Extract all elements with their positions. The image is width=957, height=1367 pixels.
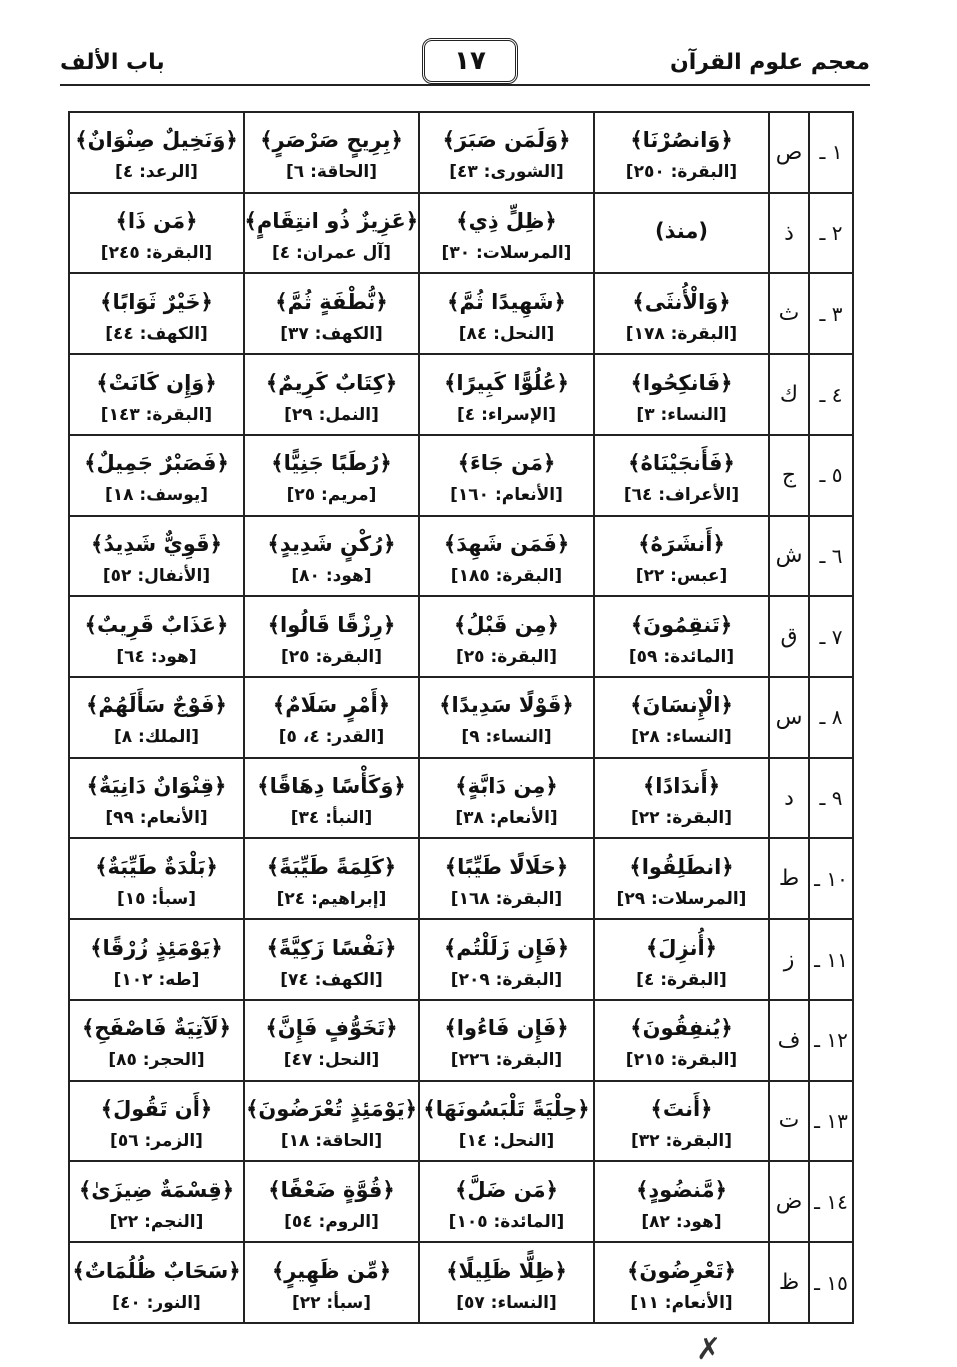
verse-reference: [الأعراف: ٦٤]	[623, 485, 740, 506]
chapter-title: باب الألف	[60, 50, 165, 75]
verse-text: ﴿مِن قَبْلُ﴾	[454, 612, 559, 637]
verse-text: ﴿وَنَخِيلٌ صِنْوَانٌ﴾	[75, 128, 238, 153]
example-cell	[594, 1242, 769, 1323]
example-cell	[594, 838, 769, 919]
example-cell	[244, 838, 419, 919]
example-cell	[244, 354, 419, 435]
verse-text: ﴿فَمَن شَهِدَ﴾	[443, 531, 570, 556]
verse-reference: [البقرة: ١٦٨]	[450, 888, 563, 909]
verse-reference: [الأنعام: ١٦٠]	[450, 485, 563, 506]
verse-reference: [البقرة: ٢٥]	[280, 646, 383, 667]
example-cell	[69, 919, 244, 1000]
verse-reference: [المرسلات: ٣٠]	[441, 243, 572, 264]
verse-text: ﴿تَخَوُّفٍ فَإِنَّ﴾	[265, 1016, 398, 1041]
verse-text: ﴿تَعْرِضُونَ﴾	[627, 1258, 736, 1283]
example-cell	[69, 838, 244, 919]
verse-text: ﴿أَنتَ﴾	[650, 1096, 713, 1121]
table-row	[69, 596, 853, 677]
verse-text: ﴿وَالْأُنثَى﴾	[632, 289, 731, 314]
verse-text: ﴿أَن تَقُولَ﴾	[100, 1096, 213, 1121]
example-cell	[419, 1000, 594, 1081]
verse-reference: [البقرة: ٢٥٠]	[625, 162, 738, 183]
example-cell	[419, 838, 594, 919]
verse-reference: [الحاقة: ١٨]	[280, 1130, 383, 1151]
row-number: ٦ ـ	[809, 516, 853, 597]
example-cell	[419, 596, 594, 677]
verse-reference: [عبس: ٢٢]	[635, 565, 728, 586]
row-letter: ق	[769, 596, 809, 677]
example-cell	[244, 677, 419, 758]
verse-text: ﴿نَفْسًا زَكِيَّةً﴾	[266, 935, 397, 960]
table-row	[69, 838, 853, 919]
example-cell	[69, 1000, 244, 1081]
verse-text: ﴿وَانصُرْنَا﴾	[630, 128, 733, 153]
verse-reference: [الروم: ٥٤]	[284, 1211, 379, 1232]
verse-reference: [النساء: ٣]	[636, 404, 727, 425]
example-cell	[419, 354, 594, 435]
verse-reference: [النجم: ٢٢]	[109, 1211, 204, 1232]
row-number: ٥ ـ	[809, 435, 853, 516]
row-number: ١٢ ـ	[809, 1000, 853, 1081]
example-cell	[69, 112, 244, 193]
verse-reference: [الرعد: ٤]	[115, 162, 198, 183]
verse-reference: [طه: ١٠٢]	[113, 969, 200, 990]
verse-reference: [مريم: ٢٥]	[286, 485, 377, 506]
verse-reference: [الحجر: ٨٥]	[108, 1050, 205, 1071]
example-cell	[594, 1161, 769, 1242]
verse-text: ﴿قَوِيٌّ شَدِيدُ﴾	[91, 531, 222, 556]
verse-reference: [الأنعام: ٣٨]	[455, 808, 558, 829]
row-letter: ت	[769, 1081, 809, 1162]
table-row	[69, 516, 853, 597]
verse-text: ﴿فَانكِحُوا﴾	[630, 370, 733, 395]
example-cell	[244, 435, 419, 516]
example-cell	[419, 1081, 594, 1162]
table-row	[69, 677, 853, 758]
row-letter: ش	[769, 516, 809, 597]
example-cell	[594, 193, 769, 274]
example-cell	[419, 677, 594, 758]
example-cell	[594, 1081, 769, 1162]
verse-text: ﴿نُّطْفَةٍ ثُمَّ﴾	[275, 289, 388, 314]
verse-text: ﴿سَحَابٌ ظُلُمَاتٌ﴾	[72, 1258, 241, 1283]
verse-text: ﴿بَلْدَةٌ طَيِّبَةٌ﴾	[95, 854, 218, 879]
row-number: ٤ ـ	[809, 354, 853, 435]
verse-reference: [البقرة: ٤]	[636, 969, 727, 990]
verse-text: ﴿حَلَالًا طَيِّبًا﴾	[444, 854, 569, 879]
verse-text: ﴿عَذَابٌ قَرِيبٌ﴾	[84, 612, 229, 637]
verse-reference: [البقرة: ١٨٥]	[450, 565, 563, 586]
verse-text: ﴿قُوَّةٍ ضَعْفًا﴾	[268, 1177, 395, 1202]
example-cell	[69, 273, 244, 354]
example-cell	[244, 596, 419, 677]
verse-reference: [النحل: ١٤]	[458, 1130, 555, 1151]
table-row	[69, 758, 853, 839]
verse-reference: [الكهف: ٣٧]	[280, 323, 383, 344]
verse-reference: [النحل: ٨٤]	[458, 323, 555, 344]
example-cell	[244, 1081, 419, 1162]
verse-text: ﴿مَن ذَا﴾	[115, 209, 198, 234]
row-letter: ج	[769, 435, 809, 516]
row-letter: ص	[769, 112, 809, 193]
verse-text: ﴿قِسْمَةٌ ضِيزَىٰ﴾	[78, 1177, 235, 1202]
verse-text: ﴿فَأَنجَيْنَاهُ﴾	[628, 451, 735, 476]
verse-reference: [المرسلات: ٢٩]	[616, 888, 747, 909]
example-cell	[419, 919, 594, 1000]
example-cell	[419, 112, 594, 193]
example-cell	[594, 1000, 769, 1081]
table-row	[69, 435, 853, 516]
verse-text: ﴿تَنقِمُونَ﴾	[630, 612, 733, 637]
example-cell	[244, 758, 419, 839]
verse-text: ﴿رُكْنٍ شَدِيدٍ﴾	[267, 531, 396, 556]
verse-text: ﴿رُطَبًا جَنِيًّا﴾	[271, 451, 392, 476]
table-row	[69, 1161, 853, 1242]
verse-reference: [هود: ٨٢]	[641, 1211, 722, 1232]
verse-reference: [الأنفال: ٥٢]	[102, 565, 211, 586]
example-cell	[594, 919, 769, 1000]
book-title: معجم علوم القرآن	[669, 50, 870, 75]
verse-reference: [الأنعام: ١١]	[630, 1292, 733, 1313]
verse-text: ﴿قِنْوَانٌ دَانِيَةٌ﴾	[86, 774, 227, 799]
verse-text: ﴿مَن ضَلَّ﴾	[455, 1177, 558, 1202]
verse-text: ﴿قَوْلًا سَدِيدًا﴾	[439, 693, 574, 718]
table-row	[69, 1081, 853, 1162]
verse-text: ﴿فَإِن زَلَلْتُم﴾	[443, 935, 570, 960]
verse-reference: [الزمر: ٥٦]	[110, 1130, 203, 1151]
example-cell	[594, 273, 769, 354]
example-cell	[69, 1161, 244, 1242]
verse-text: ﴿يُنفِقُونَ﴾	[630, 1016, 733, 1041]
verse-reference: [المائدة: ١٠٥]	[448, 1211, 565, 1232]
verse-text: ﴿أَمْرٍ سَلَامٌ﴾	[272, 693, 391, 718]
verse-text: ﴿أُنزِلَ﴾	[646, 935, 717, 960]
example-cell	[419, 435, 594, 516]
verse-reference: [البقرة: ٢٢]	[630, 808, 733, 829]
row-number: ١ ـ	[809, 112, 853, 193]
verse-reference: [يوسف: ١٨]	[104, 485, 209, 506]
verse-text: ﴿مَن جَاءَ﴾	[457, 451, 556, 476]
example-cell	[69, 193, 244, 274]
verse-text: ﴿رِزْقًا قَالُوا﴾	[267, 612, 396, 637]
handwritten-mark: ✗	[696, 1332, 722, 1367]
verse-text: ﴿عُلُوًّا كَبِيرًا﴾	[444, 370, 569, 395]
verse-reference: [إبراهيم: ٢٤]	[276, 888, 387, 909]
example-cell	[594, 596, 769, 677]
verse-text: ﴿حِلْيَةً تَلْبَسُونَهَا﴾	[423, 1096, 590, 1121]
verse-text: ﴿كَلِمَةً طَيِّبَةً﴾	[266, 854, 397, 879]
verse-reference: [سبأ: ٢٢]	[291, 1292, 372, 1313]
row-number: ١٥ ـ	[809, 1242, 853, 1323]
example-cell	[594, 677, 769, 758]
verse-text: ﴿ظِلٍّ ذِي﴾	[456, 209, 557, 234]
verse-text: ﴿ظِلًّا ظَلِيلًا﴾	[446, 1258, 567, 1283]
verse-text: ﴿يَوْمَئِذٍ تُعْرَضُونَ﴾	[246, 1096, 417, 1121]
verse-text: ﴿بِرِيحٍ صَرْصَرٍ﴾	[260, 128, 403, 153]
row-letter: ث	[769, 273, 809, 354]
row-letter: ض	[769, 1161, 809, 1242]
row-number: ١١ ـ	[809, 919, 853, 1000]
row-letter: ز	[769, 919, 809, 1000]
verse-reference: [النحل: ٤٧]	[283, 1050, 380, 1071]
verse-text: ﴿وَإِن كَانَتْ﴾	[96, 370, 217, 395]
verse-text: ﴿أَنشَرَهُ﴾	[638, 531, 725, 556]
verse-reference: [آل عمران: ٤]	[271, 243, 392, 264]
verse-reference: [الأنعام: ٩٩]	[105, 808, 208, 829]
verse-reference: [الحاقة: ٦]	[286, 162, 377, 183]
verse-reference: [البقرة: ٢٠٩]	[450, 969, 563, 990]
example-cell	[69, 1081, 244, 1162]
row-letter: د	[769, 758, 809, 839]
example-cell	[419, 758, 594, 839]
example-cell	[419, 1161, 594, 1242]
row-number: ١٤ ـ	[809, 1161, 853, 1242]
verse-reference: [البقرة: ٢٢٦]	[450, 1050, 563, 1071]
example-cell	[419, 273, 594, 354]
example-cell	[244, 112, 419, 193]
verse-reference: [النبأ: ٣٤]	[290, 808, 373, 829]
verse-text: ﴿عَزِيزٌ ذُو انتِقَامٍ﴾	[244, 209, 418, 234]
row-number: ٣ ـ	[809, 273, 853, 354]
verse-text: ﴿فَوْجٌ سَأَلَهُمْ﴾	[86, 693, 227, 718]
table-body	[69, 112, 853, 1323]
verse-text: ﴿مِن دَابَّةٍ﴾	[455, 774, 558, 799]
row-letter: ك	[769, 354, 809, 435]
row-number: ٩ ـ	[809, 758, 853, 839]
example-cell	[244, 1000, 419, 1081]
example-cell	[69, 677, 244, 758]
example-cell	[69, 516, 244, 597]
example-cell	[69, 596, 244, 677]
verse-reference: [البقرة: ٢٤٥]	[100, 243, 213, 264]
verse-text: ﴿كِتَابٌ كَرِيمٌ﴾	[265, 370, 398, 395]
example-cell	[69, 758, 244, 839]
row-letter: ذ	[769, 193, 809, 274]
verse-text: ﴿فَإِن فَاءُوا﴾	[444, 1016, 569, 1041]
verse-text: ﴿أَندَادًا﴾	[643, 774, 720, 799]
verse-text: ﴿شَهِيدًا ثُمَّ﴾	[447, 289, 566, 314]
table-row	[69, 273, 853, 354]
verse-reference: [البقرة: ٢٥]	[455, 646, 558, 667]
example-cell	[419, 516, 594, 597]
verse-reference: [القدر: ٤، ٥]	[278, 727, 385, 748]
example-cell	[69, 435, 244, 516]
verse-reference: [البقرة: ١٤٣]	[100, 404, 213, 425]
letters-table	[68, 111, 854, 1324]
verse-text: ﴿مِّن ظَهِيرٍ﴾	[271, 1258, 392, 1283]
verse-reference: [هود: ٦٤]	[116, 646, 197, 667]
verse-reference: [البقرة: ٣٢]	[630, 1130, 733, 1151]
verse-text: ﴿الْإِنسَانَ﴾	[630, 693, 733, 718]
verse-text: ﴿مَّنضُودٍ﴾	[636, 1177, 727, 1202]
table-row	[69, 354, 853, 435]
verse-reference: [النساء: ٩]	[461, 727, 552, 748]
row-number: ٢ ـ	[809, 193, 853, 274]
verse-text: ﴿لَآتِيَةٌ فَاصْفَحِ﴾	[82, 1016, 231, 1041]
verse-reference: [سبأ: ١٥]	[116, 888, 197, 909]
table-row	[69, 193, 853, 274]
verse-text: ﴿وَكَأْسًا دِهَاقًا﴾	[257, 774, 406, 799]
verse-text: ﴿انطَلِقُوا﴾	[629, 854, 734, 879]
verse-reference: [النساء: ٥٧]	[456, 1292, 557, 1313]
row-number: ١٣ ـ	[809, 1081, 853, 1162]
example-cell	[594, 354, 769, 435]
example-cell	[244, 1161, 419, 1242]
verse-reference: [الإسراء: ٤]	[457, 404, 556, 425]
header-rule	[60, 84, 870, 86]
table-row	[69, 919, 853, 1000]
verse-text: ﴿وَلَمَن صَبَرَ﴾	[442, 128, 571, 153]
verse-reference: [الملك: ٨]	[113, 727, 200, 748]
example-cell	[419, 1242, 594, 1323]
verse-reference: [الكهف: ٤٤]	[105, 323, 208, 344]
row-letter: ظ	[769, 1242, 809, 1323]
table-row	[69, 1242, 853, 1323]
page-number-box	[422, 38, 518, 84]
example-cell	[594, 516, 769, 597]
row-letter: ف	[769, 1000, 809, 1081]
row-number: ١٠ ـ	[809, 838, 853, 919]
example-cell	[594, 112, 769, 193]
page-number: ١٧	[454, 46, 486, 76]
example-cell	[244, 273, 419, 354]
verse-reference: [النور: ٤٠]	[112, 1292, 201, 1313]
verse-text: ﴿فَصَبْرٌ جَمِيلٌ﴾	[84, 451, 229, 476]
example-cell	[244, 919, 419, 1000]
verse-reference: [الشورى: ٤٣]	[449, 162, 564, 183]
page-header	[60, 36, 870, 88]
example-cell	[244, 1242, 419, 1323]
example-cell	[69, 1242, 244, 1323]
verse-text: ﴿خَيْرٌ ثَوَابًا﴾	[100, 289, 213, 314]
table-row	[69, 1000, 853, 1081]
verse-reference: [المائدة: ٥٩]	[628, 646, 735, 667]
row-letter: س	[769, 677, 809, 758]
verse-text: (منذ)	[655, 219, 708, 244]
verse-reference: [النساء: ٢٨]	[631, 727, 732, 748]
table-row	[69, 112, 853, 193]
example-cell	[594, 758, 769, 839]
row-letter: ط	[769, 838, 809, 919]
verse-reference: [البقرة: ٢١٥]	[625, 1050, 738, 1071]
example-cell	[69, 354, 244, 435]
verse-reference: [البقرة: ١٧٨]	[625, 323, 738, 344]
row-number: ٧ ـ	[809, 596, 853, 677]
row-number: ٨ ـ	[809, 677, 853, 758]
example-cell	[594, 435, 769, 516]
example-cell	[244, 516, 419, 597]
verse-reference: [الكهف: ٧٤]	[280, 969, 383, 990]
example-cell	[419, 193, 594, 274]
verse-reference: [هود: ٨٠]	[291, 565, 372, 586]
verse-text: ﴿يَوْمَئِذٍ زُرْقًا﴾	[90, 935, 223, 960]
example-cell	[244, 193, 419, 274]
verse-reference: [النمل: ٢٩]	[284, 404, 379, 425]
